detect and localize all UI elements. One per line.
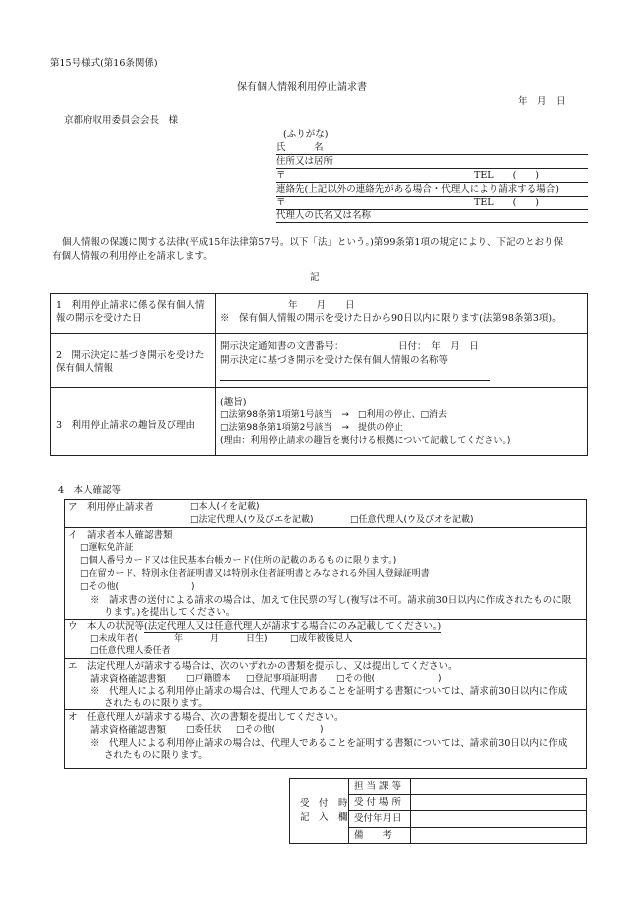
- name-field[interactable]: [276, 141, 588, 155]
- row1-label-line1: 1 利用停止請求に係る保有個人情: [56, 300, 205, 311]
- reception-row-location: 受 付 場 所: [354, 797, 402, 808]
- id-doc-residence-card[interactable]: □在留カード、特別永住者証明書又は特別永住者証明書とみなされる外国人登録証明書: [80, 569, 430, 579]
- intro-line-1: 個人情報の保護に関する法律(平成15年法律第57号。以下「法」という。)第99条第1項の規定により、下記のとおり保: [62, 237, 563, 248]
- reception-side-label-1: 受 付 時: [300, 798, 348, 809]
- identity-divider-a: [64, 527, 587, 528]
- purpose-option-2[interactable]: □法第98条第1項第2号該当 → 提供の停止: [220, 423, 403, 433]
- legal-agent-note-line1: ※ 代理人による利用停止請求の場合は、代理人であることを証明する書類については、請求前30日以内に作成: [90, 686, 568, 697]
- voluntary-agent-note-line2: されたものに限ります。: [104, 750, 208, 761]
- status-minor[interactable]: □未成年者( 年 月 日生): [90, 634, 268, 644]
- requester-type-voluntary-agent[interactable]: □任意代理人(ウ及びオを記載): [350, 515, 474, 525]
- table-column-divider: [215, 293, 216, 456]
- table-row-divider-2: [50, 387, 588, 388]
- status-voluntary-principal[interactable]: □任意代理人委任者: [90, 646, 171, 656]
- reception-date-field[interactable]: [412, 811, 586, 826]
- reception-department-field[interactable]: [412, 779, 586, 794]
- disclosed-info-input-line[interactable]: [220, 380, 490, 381]
- document-number-label: 開示決定通知書の文書番号：: [220, 341, 344, 352]
- purpose-heading: (趣旨): [220, 397, 247, 408]
- reception-side-label-2: 記 入 欄: [300, 812, 348, 823]
- tel-label: TEL ( ): [474, 170, 539, 181]
- requester-type-self[interactable]: □本人(イを記載): [190, 502, 260, 512]
- form-number: 第15号様式(第16条関係): [50, 58, 158, 69]
- reception-divider-1: [348, 778, 349, 844]
- legal-doc-family-register[interactable]: □戸籍謄本: [186, 674, 231, 684]
- agent-name-field[interactable]: [276, 209, 588, 223]
- identity-divider-u: [64, 658, 587, 659]
- reception-row-remarks: 備 考: [354, 830, 393, 841]
- postal-mark-2: 〒: [276, 197, 286, 208]
- row2-label-line1: 2 開示決定に基づき開示を受けた: [56, 350, 205, 361]
- contact-label: 連絡先(上記以外の連絡先がある場合・代理人により請求する場合): [276, 184, 559, 195]
- row1-label-line2: 報の開示を受けた日: [56, 313, 142, 324]
- requester-type-legal-agent[interactable]: □法定代理人(ウ及びエを記載): [190, 515, 314, 525]
- disclosure-date[interactable]: 年 月 日: [288, 300, 355, 311]
- purpose-option-1[interactable]: □法第98条第1項第1号該当 → □利用の停止、□消去: [220, 410, 447, 420]
- identity-divider-i: [64, 619, 587, 620]
- reception-row-department: 担 当 課 等: [354, 781, 402, 792]
- legal-agent-note-line2: されたものに限ります。: [104, 698, 208, 709]
- reception-divider-2: [410, 778, 411, 844]
- legal-doc-other[interactable]: □その他( ): [336, 674, 442, 684]
- principal-status-note: (法定代理人又は任意代理人が請求する場合にのみ記載してください。): [144, 621, 442, 632]
- tel-label-2: TEL ( ): [474, 197, 539, 208]
- intro-line-2: 有個人情報の利用停止を請求します。: [52, 251, 213, 262]
- contact-field[interactable]: [276, 183, 588, 197]
- id-docs-note-line1: ※ 請求書の送付による請求の場合は、加えて住民票の写し(複写は不可。請求前30日以内に作成されたものに限: [90, 595, 572, 606]
- ki-heading: 記: [310, 272, 320, 283]
- row1-note: ※ 保有個人情報の開示を受けた日から90日以内に限ります(法第98条第3項)。: [220, 313, 562, 324]
- requester-type-label: ア 利用停止請求者: [68, 502, 154, 513]
- request-date: 年 月 日: [518, 96, 566, 107]
- row3-label: 3 利用停止請求の趣旨及び理由: [56, 420, 196, 431]
- legal-agent-heading: エ 法定代理人が請求する場合は、次のいずれかの書類を提示し、又は提出してください。: [68, 661, 458, 672]
- addressee: 京都府収用委員会会長 様: [64, 115, 179, 126]
- table-row-divider-1: [50, 333, 588, 334]
- address-field[interactable]: [276, 155, 588, 169]
- reception-remarks-field[interactable]: [412, 828, 586, 843]
- reason-instruction: (理由：利用停止請求の趣旨を裏付ける根拠について記載してください。): [220, 436, 511, 446]
- voluntary-doc-other[interactable]: □その他( ): [236, 725, 324, 735]
- status-adult-ward[interactable]: □成年被後見人: [290, 634, 353, 644]
- identity-heading: 4 本人確認等: [58, 485, 122, 496]
- legal-agent-docs-label: 請求資格確認書類: [90, 674, 167, 685]
- voluntary-agent-docs-label: 請求資格確認書類: [90, 725, 167, 736]
- reception-row-date: 受付年月日: [354, 813, 402, 824]
- row2-label-line2: 保有個人情報: [56, 363, 114, 374]
- contact-postal-tel-field[interactable]: [276, 196, 588, 210]
- notice-date[interactable]: 日付： 年 月 日: [398, 341, 479, 352]
- name-label: 氏 名: [276, 142, 324, 153]
- id-doc-other[interactable]: □その他( ): [80, 582, 195, 592]
- page-title: 保有個人情報利用停止請求書: [237, 82, 367, 93]
- disclosed-info-label: 開示決定に基づき開示を受けた保有個人情報の名称等: [220, 355, 449, 366]
- id-doc-drivers-license[interactable]: □運転免許証: [80, 543, 134, 553]
- id-docs-heading: イ 請求者本人確認書類: [68, 530, 173, 541]
- principal-status-label: ウ 本人の状況等: [68, 621, 145, 632]
- principal-status-heading: [68, 621, 441, 632]
- reception-location-field[interactable]: [412, 795, 586, 810]
- postal-tel-field[interactable]: [276, 169, 588, 183]
- voluntary-doc-power-of-attorney[interactable]: □委任状: [186, 725, 222, 735]
- furigana-label: (ふりがな): [283, 129, 329, 140]
- id-doc-my-number-card[interactable]: □個人番号カード又は住民基本台帳カード(住所の記載のあるものに限ります。): [80, 556, 397, 566]
- postal-mark: 〒: [276, 170, 286, 181]
- agent-label: 代理人の氏名又は名称: [276, 210, 372, 221]
- voluntary-agent-note-line1: ※ 代理人による利用停止請求の場合は、代理人であることを証明する書類については、請求前30日以内に作成: [90, 738, 568, 749]
- address-label: 住所又は居所: [276, 156, 334, 167]
- id-docs-note-line2: ります。)を提出してください。: [104, 607, 236, 618]
- voluntary-agent-heading: オ 任意代理人が請求する場合、次の書類を提出してください。: [68, 712, 344, 723]
- legal-doc-registry-certificate[interactable]: □登記事項証明書: [246, 674, 318, 684]
